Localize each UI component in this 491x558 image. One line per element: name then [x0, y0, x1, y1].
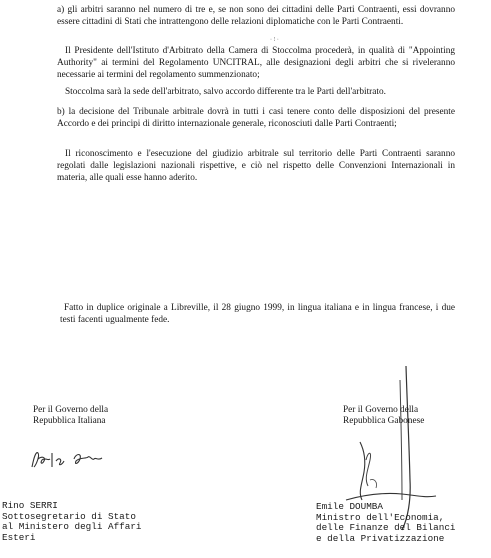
italy-signature [28, 447, 118, 473]
italy-signatory-title1: Sottosegretario di Stato [2, 510, 136, 522]
italy-government-label [33, 405, 108, 427]
paragraph-arbitration-seat: Stoccolma sarà la sede dell'arbitrato, salvo accordo differente tra le Parti dell'arbitrato. [65, 87, 386, 97]
stray-ink-mark: · ⁝ · [270, 37, 279, 43]
gabon-gov-line1: Per il Governo della [343, 405, 419, 415]
paragraph-arbitrators-number: a) gli arbitri saranno nel numero di tre e, se non sono dei cittadini delle Parti Contraenti, essi dovranno essere cittadini di Stati che intrattengono delle relazioni diplomatiche con le Parti Contraenti. [57, 5, 455, 28]
gabon-gov-line2: Repubblica Gabonese [343, 416, 425, 426]
gabon-signatory-title2: delle Finanze del Bilanci [316, 522, 456, 534]
paragraph-tribunal-decision: b) la decisione del Tribunale arbitrale dovrà in tutti i casi tenere conto delle disposizioni del presente Accordo e dei principi di diritto internazionale generale, riconosciuti dalle Parti Contraenti; [57, 107, 455, 130]
gabon-signatory-title3: e della Privatizzazione [316, 532, 445, 544]
gabon-signatory-name: Emile DOUMBA [316, 501, 383, 512]
gabon-government-label [343, 405, 424, 427]
italy-signatory-block [2, 501, 141, 543]
paragraph-appointing-authority: Il Presidente dell'Istituto d'Arbitrato della Camera di Stoccolma procederà, in qualità di "Appointing Authority" ai termini del Regolamento UNCITRAL, alle designazioni degli arbitri che si riveleranno necessarie ai termini del regolamento summenzionato; [57, 46, 455, 81]
italy-signatory-title2: al Ministero degli Affari [2, 521, 142, 533]
gabon-signatory-title1: Ministro dell'Economia, [316, 511, 445, 523]
paragraph-recognition-enforcement: Il riconoscimento e l'esecuzione del giudizio arbitrale sul territorio delle Parti Contraenti saranno regolati dalle legislazioni nazionali rispettive, e ciò nel rispetto delle Convenzioni Internazionali in materia, alle quali esse hanno aderito. [57, 149, 455, 184]
paragraph-done-at: Fatto in duplice originale a Libreville, il 28 giugno 1999, in lingua italiana e in lingua francese, i due testi facenti ugualmente fede. [60, 303, 455, 326]
italy-gov-line2: Repubblica Italiana [33, 416, 106, 426]
italy-signatory-title3: Esteri [2, 531, 36, 543]
gabon-signatory-block [316, 502, 455, 544]
italy-signatory-name: Rino SERRI [2, 500, 58, 511]
italy-gov-line1: Per il Governo della [33, 405, 109, 415]
